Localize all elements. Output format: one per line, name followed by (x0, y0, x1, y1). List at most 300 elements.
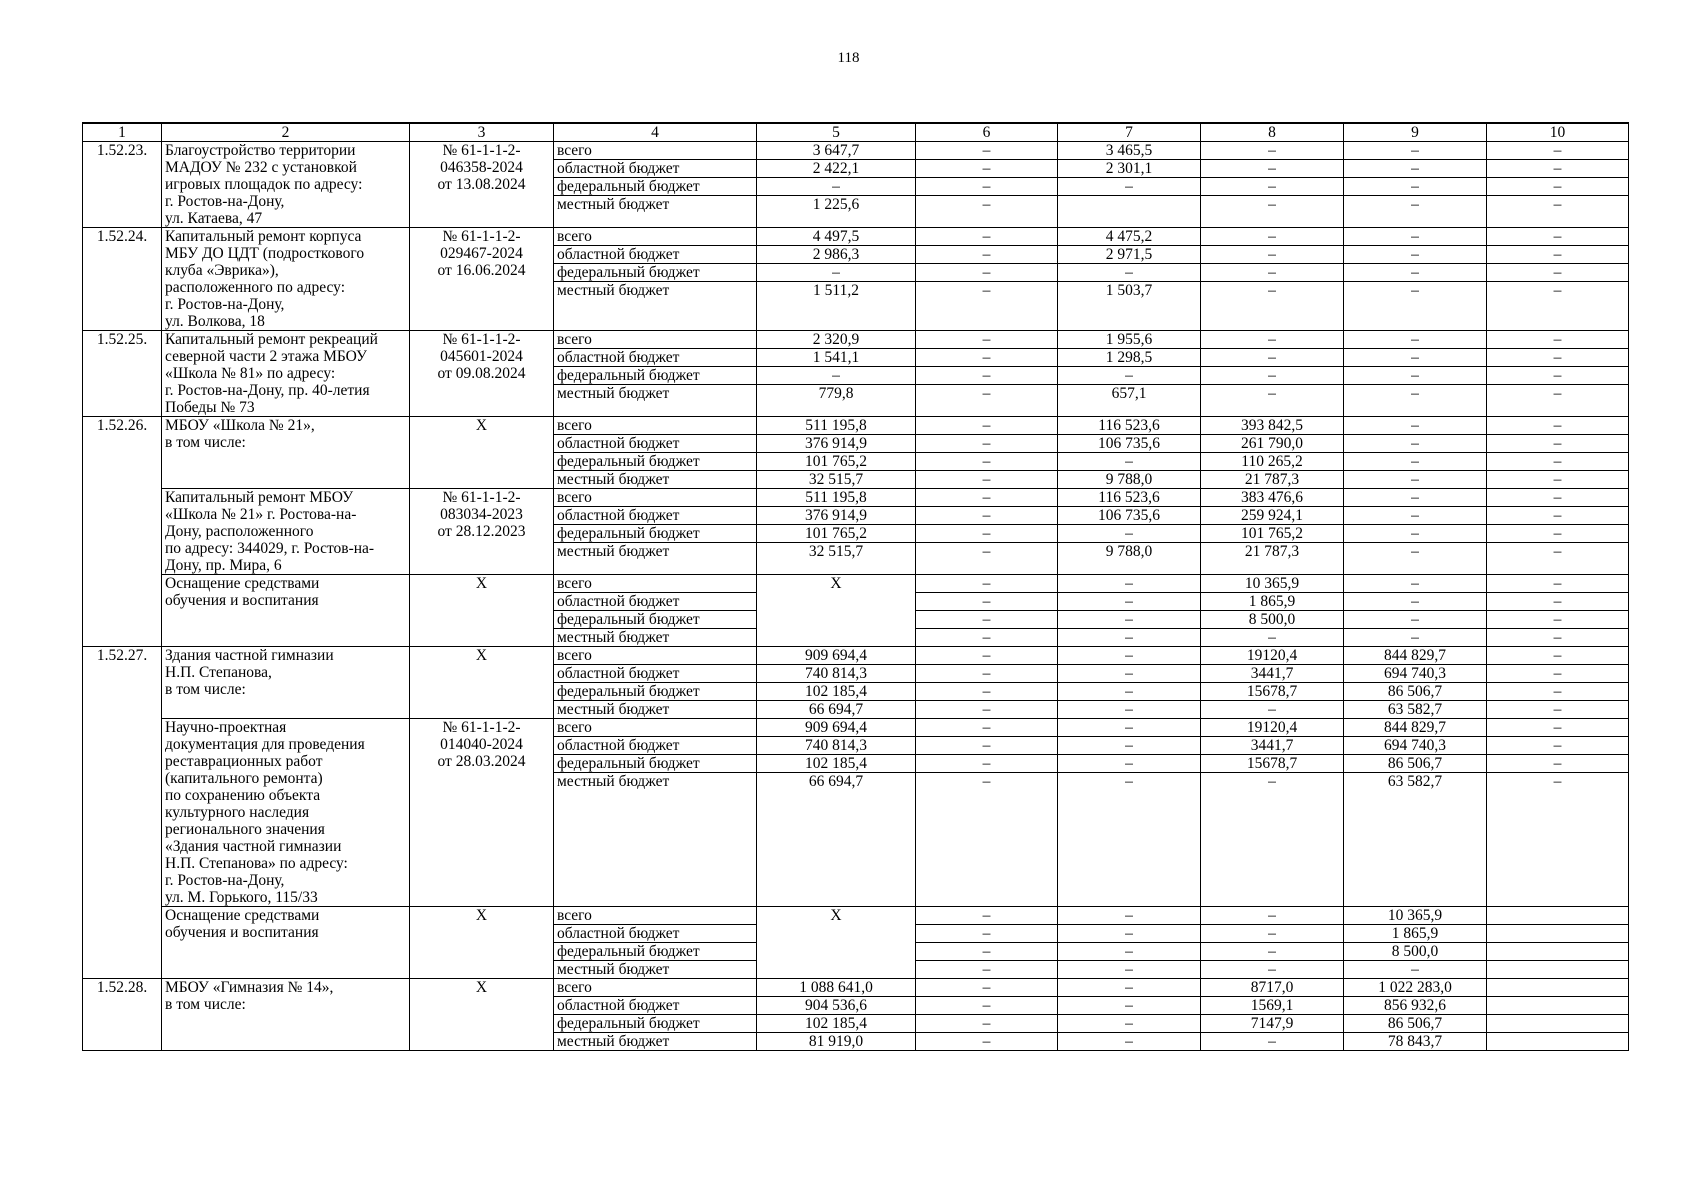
total-cost-cell: – (757, 367, 916, 385)
object-name-line: Оснащение средствами (165, 575, 320, 592)
approval-code (410, 647, 554, 719)
funding-source: федеральный бюджет (554, 1015, 757, 1033)
total-cost-cell: 101 765,2 (757, 453, 916, 471)
approval-code (410, 979, 554, 1051)
year-value-cell: – (1344, 178, 1487, 196)
year-value-cell: 383 476,6 (1201, 489, 1344, 507)
funding-source: федеральный бюджет (554, 611, 757, 629)
year-value-cell: – (1201, 282, 1344, 331)
object-name-line: Капитальный ремонт рекреаций (165, 331, 378, 348)
header-cell: 5 (757, 123, 916, 142)
year-value-cell: – (916, 507, 1058, 525)
year-value-cell: 2 971,5 (1058, 246, 1201, 264)
approval-code-line: Х (475, 575, 488, 592)
year-value-cell: – (1201, 773, 1344, 907)
year-value-cell: – (916, 907, 1058, 925)
year-value-cell: – (1201, 196, 1344, 228)
funding-source: федеральный бюджет (554, 943, 757, 961)
year-value-cell: – (1058, 453, 1201, 471)
funding-source: всего (554, 228, 757, 246)
object-name-line: МБОУ «Гимназия № 14», (165, 979, 334, 996)
approval-code-line: 046358-2024 (440, 159, 523, 176)
table-row (83, 331, 1629, 349)
funding-source: областной бюджет (554, 997, 757, 1015)
funding-source: областной бюджет (554, 737, 757, 755)
header-cell: 6 (916, 123, 1058, 142)
year-value-cell: – (1344, 435, 1487, 453)
year-value-cell: – (1487, 453, 1629, 471)
approval-code-line: от 28.12.2023 (437, 523, 526, 540)
funding-source: местный бюджет (554, 773, 757, 907)
object-name (162, 907, 410, 979)
year-value-cell: – (916, 701, 1058, 719)
object-name-line: в том числе: (165, 996, 246, 1013)
year-value-cell: – (1201, 349, 1344, 367)
approval-code-line: Х (475, 417, 488, 434)
year-value-cell: – (1487, 385, 1629, 417)
year-value-cell: – (916, 228, 1058, 246)
object-name (162, 575, 410, 647)
object-name (162, 647, 410, 719)
year-value-cell: 15678,7 (1201, 683, 1344, 701)
year-value-cell: 844 829,7 (1344, 719, 1487, 737)
year-value-cell: – (1058, 961, 1201, 979)
year-value-cell: – (1487, 701, 1629, 719)
year-value-cell: – (1487, 349, 1629, 367)
year-value-cell: – (1201, 228, 1344, 246)
year-value-cell: 86 506,7 (1344, 755, 1487, 773)
funding-source: всего (554, 979, 757, 997)
year-value-cell: – (1344, 385, 1487, 417)
year-value-cell: 101 765,2 (1201, 525, 1344, 543)
year-value-cell: – (916, 611, 1058, 629)
year-value-cell: 844 829,7 (1344, 647, 1487, 665)
object-name-line: Капитальный ремонт МБОУ (165, 489, 354, 506)
funding-source: местный бюджет (554, 385, 757, 417)
object-name-line: Дону, расположенного (165, 523, 314, 540)
year-value-cell: – (1344, 228, 1487, 246)
year-value-cell: – (1487, 647, 1629, 665)
year-value-cell: – (1487, 331, 1629, 349)
header-cell: 4 (554, 123, 757, 142)
year-value-cell: – (1058, 367, 1201, 385)
approval-code-line: Х (475, 907, 488, 924)
year-value-cell: – (916, 282, 1058, 331)
object-name-line: игровых площадок по адресу: (165, 176, 363, 193)
funding-source: областной бюджет (554, 160, 757, 178)
year-value-cell: – (916, 979, 1058, 997)
year-value-cell: – (916, 737, 1058, 755)
year-value-cell: – (1201, 367, 1344, 385)
funding-source: федеральный бюджет (554, 683, 757, 701)
object-name-line: г. Ростов-на-Дону, (165, 296, 285, 313)
year-value-cell: – (1487, 367, 1629, 385)
year-value-cell: 9 788,0 (1058, 471, 1201, 489)
header-cell: 7 (1058, 123, 1201, 142)
total-cost-cell: 1 088 641,0 (757, 979, 916, 997)
year-value-cell: – (1344, 543, 1487, 575)
object-name-line: обучения и воспитания (165, 592, 319, 609)
object-name-line: г. Ростов-на-Дону, (165, 872, 285, 889)
object-name-line: Благоустройство территории (165, 142, 356, 159)
approval-code-line: 083034-2023 (440, 506, 523, 523)
object-name-line: Оснащение средствами (165, 907, 320, 924)
year-value-cell: – (916, 755, 1058, 773)
year-value-cell: – (1344, 196, 1487, 228)
funding-source: местный бюджет (554, 961, 757, 979)
year-value-cell: – (1487, 575, 1629, 593)
year-value-cell: – (1201, 907, 1344, 925)
funding-source: областной бюджет (554, 593, 757, 611)
year-value-cell: – (1344, 367, 1487, 385)
year-value-cell: – (1344, 142, 1487, 160)
object-name-line: по адресу: 344029, г. Ростов-на- (165, 540, 375, 557)
year-value-cell: 8 500,0 (1201, 611, 1344, 629)
year-value-cell: 8 500,0 (1344, 943, 1487, 961)
year-value-cell: – (1201, 1033, 1344, 1051)
total-cost-cell: 740 814,3 (757, 665, 916, 683)
year-value-cell: – (916, 719, 1058, 737)
year-value-cell: – (1487, 629, 1629, 647)
table-row (83, 142, 1629, 160)
object-name-line: обучения и воспитания (165, 924, 319, 941)
year-value-cell: – (916, 246, 1058, 264)
year-value-cell (1487, 1033, 1629, 1051)
funding-source: федеральный бюджет (554, 178, 757, 196)
total-cost-cell: 1 541,1 (757, 349, 916, 367)
year-value-cell: – (916, 943, 1058, 961)
funding-source: всего (554, 142, 757, 160)
total-cost-cell: 376 914,9 (757, 435, 916, 453)
year-value-cell: – (1201, 246, 1344, 264)
year-value-cell: – (916, 1033, 1058, 1051)
header-cell: 2 (162, 123, 410, 142)
object-name-line: документация для проведения (165, 736, 365, 753)
year-value-cell: 393 842,5 (1201, 417, 1344, 435)
year-value-cell: – (1058, 629, 1201, 647)
year-value-cell: 63 582,7 (1344, 701, 1487, 719)
object-name-line: «Школа № 81» по адресу: (165, 365, 336, 382)
year-value-cell: 261 790,0 (1201, 435, 1344, 453)
year-value-cell: 19120,4 (1201, 719, 1344, 737)
object-name-line: г. Ростов-на-Дону, (165, 193, 285, 210)
year-value-cell (1058, 196, 1201, 228)
total-cost-cell: Х (757, 575, 916, 647)
object-name-line: ул. М. Горького, 115/33 (165, 889, 318, 906)
year-value-cell: – (916, 331, 1058, 349)
funding-source: федеральный бюджет (554, 453, 757, 471)
year-value-cell: – (1487, 489, 1629, 507)
year-value-cell: – (1344, 417, 1487, 435)
year-value-cell (1487, 997, 1629, 1015)
year-value-cell: – (1201, 385, 1344, 417)
funding-source: всего (554, 907, 757, 925)
year-value-cell: – (1344, 331, 1487, 349)
year-value-cell: – (1344, 593, 1487, 611)
object-name (162, 719, 410, 907)
year-value-cell: 63 582,7 (1344, 773, 1487, 907)
object-name-line: МБОУ «Школа № 21», (165, 417, 315, 434)
year-value-cell: 1 955,6 (1058, 331, 1201, 349)
total-cost-cell: 511 195,8 (757, 417, 916, 435)
total-cost-cell: – (757, 178, 916, 196)
year-value-cell: 78 843,7 (1344, 1033, 1487, 1051)
header-cell: 10 (1487, 123, 1629, 142)
approval-code-line: № 61-1-1-2- (442, 331, 521, 348)
header-cell: 9 (1344, 123, 1487, 142)
total-cost-cell: 2 422,1 (757, 160, 916, 178)
year-value-cell: – (1487, 755, 1629, 773)
year-value-cell: 657,1 (1058, 385, 1201, 417)
approval-code-line: от 13.08.2024 (437, 176, 526, 193)
year-value-cell: – (1058, 665, 1201, 683)
approval-code (410, 417, 554, 489)
item-number: 1.52.28. (83, 979, 162, 1051)
total-cost-cell: 909 694,4 (757, 719, 916, 737)
year-value-cell (1487, 943, 1629, 961)
year-value-cell: – (1201, 264, 1344, 282)
year-value-cell: – (1487, 142, 1629, 160)
year-value-cell: 116 523,6 (1058, 489, 1201, 507)
year-value-cell: – (1487, 611, 1629, 629)
year-value-cell: – (1058, 264, 1201, 282)
approval-code-line: от 16.06.2024 (437, 262, 526, 279)
year-value-cell: – (1344, 525, 1487, 543)
funding-source: областной бюджет (554, 246, 757, 264)
year-value-cell: – (1344, 961, 1487, 979)
object-name-line: Н.П. Степанова, (165, 664, 272, 681)
table-body (83, 123, 1629, 1051)
funding-source: областной бюджет (554, 349, 757, 367)
year-value-cell: – (1058, 178, 1201, 196)
total-cost-cell: 101 765,2 (757, 525, 916, 543)
year-value-cell: – (1344, 507, 1487, 525)
year-value-cell: 1569,1 (1201, 997, 1344, 1015)
year-value-cell: 15678,7 (1201, 755, 1344, 773)
year-value-cell: – (1058, 611, 1201, 629)
approval-code-line: Х (475, 979, 488, 996)
year-value-cell (1487, 979, 1629, 997)
approval-code-line: 045601-2024 (440, 348, 523, 365)
year-value-cell: – (916, 489, 1058, 507)
year-value-cell: – (1058, 1015, 1201, 1033)
year-value-cell: 1 865,9 (1344, 925, 1487, 943)
funding-source: местный бюджет (554, 471, 757, 489)
year-value-cell: – (1487, 507, 1629, 525)
table-row (83, 575, 1629, 593)
year-value-cell (1487, 907, 1629, 925)
object-name-line: Здания частной гимназии (165, 647, 334, 664)
object-name-line: Н.П. Степанова» по адресу: (165, 855, 348, 872)
year-value-cell: – (1201, 925, 1344, 943)
total-cost-cell: 4 497,5 (757, 228, 916, 246)
total-cost-cell: 2 986,3 (757, 246, 916, 264)
year-value-cell: 10 365,9 (1201, 575, 1344, 593)
total-cost-cell: 32 515,7 (757, 471, 916, 489)
funding-source: местный бюджет (554, 629, 757, 647)
year-value-cell: – (1344, 611, 1487, 629)
year-value-cell: 1 298,5 (1058, 349, 1201, 367)
approval-code-line: № 61-1-1-2- (442, 142, 521, 159)
object-name-line: (капитального ремонта) (165, 770, 323, 787)
total-cost-cell: 32 515,7 (757, 543, 916, 575)
object-name-line: Научно-проектная (165, 719, 287, 736)
year-value-cell: – (1487, 773, 1629, 907)
item-number: 1.52.24. (83, 228, 162, 331)
item-number: 1.52.26. (83, 417, 162, 647)
year-value-cell: – (1487, 282, 1629, 331)
table-row (83, 417, 1629, 435)
year-value-cell: – (1058, 575, 1201, 593)
year-value-cell: – (916, 593, 1058, 611)
funding-source: всего (554, 331, 757, 349)
year-value-cell: – (1058, 943, 1201, 961)
approval-code-line: № 61-1-1-2- (442, 489, 521, 506)
object-name-line: ул. Катаева, 47 (165, 210, 263, 227)
year-value-cell: 86 506,7 (1344, 683, 1487, 701)
funding-source: всего (554, 489, 757, 507)
year-value-cell: – (1058, 647, 1201, 665)
year-value-cell: – (916, 264, 1058, 282)
year-value-cell: – (1058, 701, 1201, 719)
year-value-cell: – (1058, 979, 1201, 997)
object-name (162, 228, 410, 331)
approval-code-line: 014040-2024 (440, 736, 523, 753)
object-name (162, 979, 410, 1051)
year-value-cell: – (916, 142, 1058, 160)
year-value-cell: – (916, 961, 1058, 979)
total-cost-cell: 66 694,7 (757, 701, 916, 719)
year-value-cell: 21 787,3 (1201, 471, 1344, 489)
year-value-cell: – (1058, 1033, 1201, 1051)
year-value-cell: – (1344, 246, 1487, 264)
header-cell: 1 (83, 123, 162, 142)
year-value-cell: – (1487, 719, 1629, 737)
year-value-cell: – (916, 575, 1058, 593)
total-cost-cell: 511 195,8 (757, 489, 916, 507)
object-name-line: культурного наследия (165, 804, 310, 821)
object-name-line: «Здания частной гимназии (165, 838, 342, 855)
object-name-line: расположенного по адресу: (165, 279, 345, 296)
object-name-line: МБУ ДО ЦДТ (подросткового (165, 245, 365, 262)
funding-source: всего (554, 719, 757, 737)
funding-source: областной бюджет (554, 435, 757, 453)
funding-source: местный бюджет (554, 543, 757, 575)
total-cost-cell: 1 225,6 (757, 196, 916, 228)
total-cost-cell: Х (757, 907, 916, 979)
year-value-cell: 694 740,3 (1344, 737, 1487, 755)
year-value-cell: 694 740,3 (1344, 665, 1487, 683)
object-name-line: по сохранению объекта (165, 787, 321, 804)
year-value-cell: 259 924,1 (1201, 507, 1344, 525)
table-row (83, 907, 1629, 925)
total-cost-cell: 102 185,4 (757, 1015, 916, 1033)
year-value-cell (1487, 1015, 1629, 1033)
approval-code-line: № 61-1-1-2- (442, 228, 521, 245)
object-name-line: МАДОУ № 232 с установкой (165, 159, 357, 176)
approval-code (410, 575, 554, 647)
year-value-cell: 10 365,9 (1344, 907, 1487, 925)
funding-source: областной бюджет (554, 507, 757, 525)
year-value-cell: – (916, 471, 1058, 489)
year-value-cell: 106 735,6 (1058, 507, 1201, 525)
year-value-cell: – (1201, 943, 1344, 961)
object-name (162, 142, 410, 228)
year-value-cell: – (1201, 178, 1344, 196)
year-value-cell: – (916, 367, 1058, 385)
year-value-cell: – (1058, 593, 1201, 611)
approval-code (410, 142, 554, 228)
table-row (83, 489, 1629, 507)
year-value-cell: 1 865,9 (1201, 593, 1344, 611)
year-value-cell: 9 788,0 (1058, 543, 1201, 575)
header-cell: 8 (1201, 123, 1344, 142)
object-name-line: в том числе: (165, 434, 246, 451)
year-value-cell: – (1487, 178, 1629, 196)
approval-code (410, 489, 554, 575)
year-value-cell: – (916, 1015, 1058, 1033)
year-value-cell: – (1344, 575, 1487, 593)
year-value-cell: – (1058, 719, 1201, 737)
funding-source: федеральный бюджет (554, 367, 757, 385)
approval-code-line: от 28.03.2024 (437, 753, 526, 770)
object-name-line: Дону, пр. Мира, 6 (165, 557, 282, 574)
year-value-cell (1487, 961, 1629, 979)
year-value-cell: – (916, 196, 1058, 228)
year-value-cell: 1 022 283,0 (1344, 979, 1487, 997)
year-value-cell: – (1487, 196, 1629, 228)
year-value-cell: – (1344, 349, 1487, 367)
year-value-cell: – (1487, 435, 1629, 453)
year-value-cell: – (1487, 543, 1629, 575)
total-cost-cell: 779,8 (757, 385, 916, 417)
object-name-line: г. Ростов-на-Дону, пр. 40-летия (165, 382, 370, 399)
year-value-cell: 106 735,6 (1058, 435, 1201, 453)
year-value-cell: 856 932,6 (1344, 997, 1487, 1015)
year-value-cell: – (1487, 665, 1629, 683)
year-value-cell: – (1487, 417, 1629, 435)
object-name-line: Капитальный ремонт корпуса (165, 228, 362, 245)
year-value-cell: – (1344, 282, 1487, 331)
funding-source: федеральный бюджет (554, 264, 757, 282)
funding-source: местный бюджет (554, 1033, 757, 1051)
year-value-cell: – (1487, 228, 1629, 246)
year-value-cell: – (916, 178, 1058, 196)
year-value-cell: – (1344, 629, 1487, 647)
funding-source: всего (554, 575, 757, 593)
year-value-cell: – (916, 160, 1058, 178)
year-value-cell: – (1058, 907, 1201, 925)
year-value-cell: – (916, 773, 1058, 907)
year-value-cell: – (1487, 737, 1629, 755)
year-value-cell: – (1058, 755, 1201, 773)
year-value-cell: – (1487, 264, 1629, 282)
year-value-cell: – (916, 349, 1058, 367)
approval-code-line: № 61-1-1-2- (442, 719, 521, 736)
year-value-cell: – (1058, 525, 1201, 543)
year-value-cell: – (1487, 683, 1629, 701)
object-name (162, 489, 410, 575)
year-value-cell: 1 503,7 (1058, 282, 1201, 331)
funding-source: местный бюджет (554, 196, 757, 228)
object-name-line: северной части 2 этажа МБОУ (165, 348, 367, 365)
table-row (83, 719, 1629, 737)
year-value-cell: 8717,0 (1201, 979, 1344, 997)
total-cost-cell: 2 320,9 (757, 331, 916, 349)
object-name-line: Победы № 73 (165, 399, 255, 416)
year-value-cell: – (916, 417, 1058, 435)
total-cost-cell: 81 919,0 (757, 1033, 916, 1051)
